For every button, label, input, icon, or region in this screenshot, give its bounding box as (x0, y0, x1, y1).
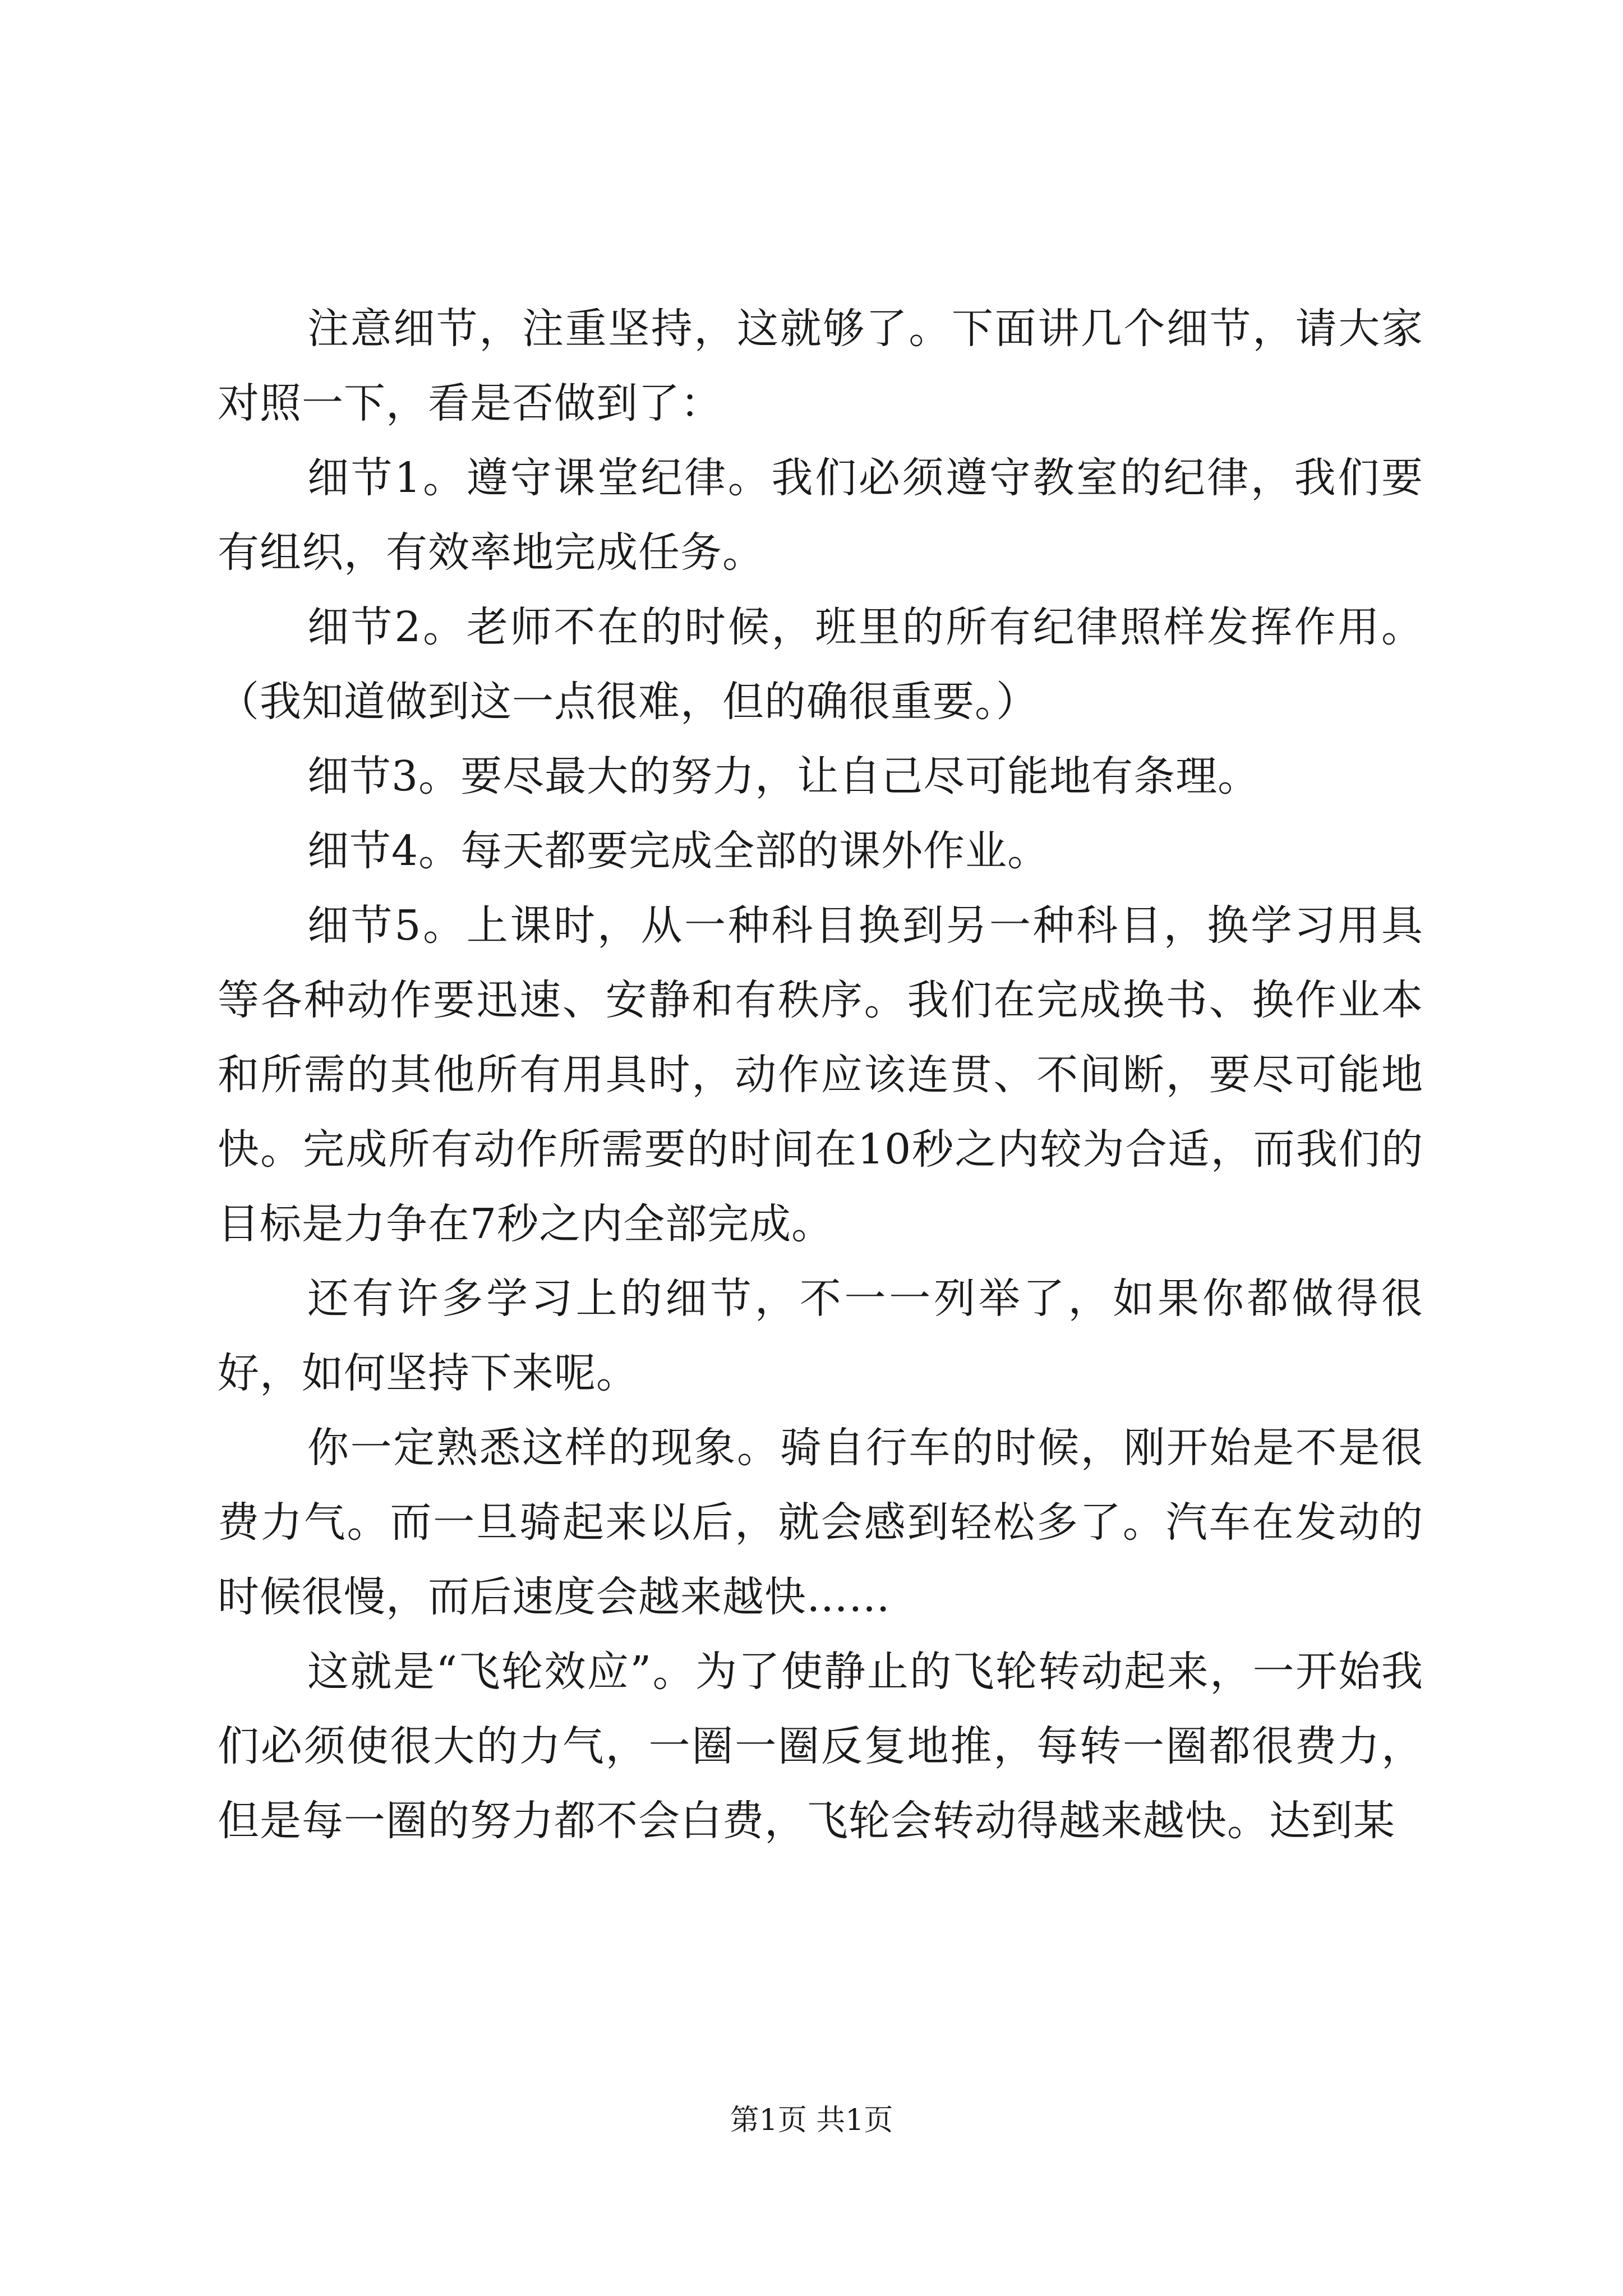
paragraph: 注意细节，注重坚持，这就够了。下面讲几个细节，请大家对照一下，看是否做到了： (218, 305, 1423, 427)
paragraph: 还有许多学习上的细节，不一一列举了，如果你都做得很好，如何坚持下来呢。 (218, 1274, 1423, 1397)
paragraph: 细节3。要尽最大的努力，让自己尽可能地有条理。 (307, 752, 1260, 800)
paragraph: 细节1。遵守课堂纪律。我们必须遵守教室的纪律，我们要有组织，有效率地完成任务。 (218, 454, 1423, 577)
paragraph: 细节5。上课时，从一种科目换到另一种科目，换学习用具等各种动作要迅速、安静和有秩序。我们在完成换书、换作业本和所需的其他所有用具时，动作应该连贯、不间断，要尽可能地快。完成所有动作所需要的时间在10秒之内较为合适，而我们的目标是力争在7秒之内全部完成。 (218, 901, 1423, 1248)
paragraph: 你一定熟悉这样的现象。骑自行车的时候，刚开始是不是很费力气。而一旦骑起来以后，就会感到轻松多了。汽车在发动的时候很慢，而后速度会越来越快…… (218, 1424, 1423, 1621)
paragraph: 细节4。每天都要完成全部的课外作业。 (307, 827, 1050, 875)
paragraph: 这就是“飞轮效应”。为了使静止的飞轮转动起来，一开始我们必须使很大的力气，一圈一圈反复地推，每转一圈都很费力，但是每一圈的努力都不会白费，飞轮会转动得越来越快。达到某 (218, 1648, 1423, 1845)
page-number-footer: 第1页 共1页 (730, 2104, 893, 2137)
document-body (218, 292, 1423, 1858)
paragraph: 细节2。老师不在的时候，班里的所有纪律照样发挥作用。（我知道做到这一点很难，但的确很重要。） (218, 603, 1423, 726)
